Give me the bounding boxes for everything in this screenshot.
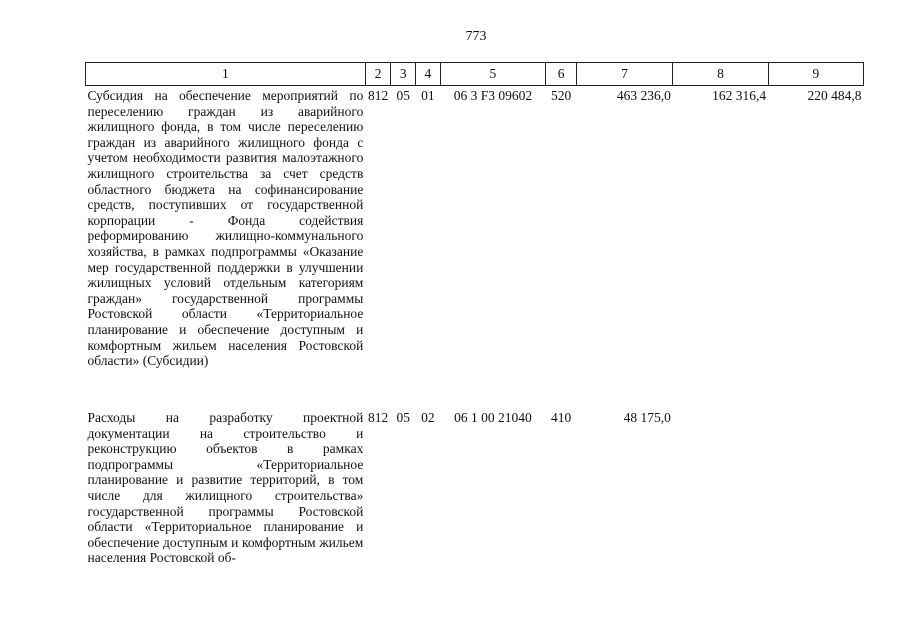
column-header: 3 — [391, 63, 416, 86]
page-number: 773 — [465, 29, 487, 44]
cell-expense-type: 520 — [550, 88, 572, 103]
column-header: 2 — [365, 63, 391, 86]
cell-target-article: 06 1 00 21040 — [454, 410, 532, 425]
column-header: 1 — [86, 63, 366, 86]
cell-expense-type: 410 — [550, 410, 572, 425]
row-description: Субсидия на обеспечение мероприятий по переселению граждан из аварийного жилищного фонда, в том числе переселению граждан из аварийного жилищного фонда с учетом необходимости развития малоэтажного жилищного строительства за счет средств областного бюджета на софинансирование средств, поступивших от государственной корпорации - Фонда содействия реформированию жилищно-коммунального хозяйства, в рамках подпрограммы «Оказание мер государственной поддержки в улучшении жилищных условий отдельным категориям граждан» государственной программы Ростовской области «Территориальное планирование и обеспечение доступным и комфортным жильем населения Ростовской области» (Субсидии) — [87, 88, 364, 369]
cell-target-article: 06 3 F3 09602 — [453, 88, 533, 103]
table-row — [86, 406, 864, 566]
cell-subsection: 02 — [421, 410, 435, 425]
column-header: 7 — [576, 63, 672, 86]
column-header: 9 — [768, 63, 863, 86]
cell-amount-3 — [768, 406, 863, 566]
cell-subsection: 01 — [421, 88, 435, 103]
cell-section: 05 — [396, 410, 410, 425]
column-header: 5 — [440, 63, 546, 86]
cell-section: 05 — [396, 88, 410, 103]
row-description: Расходы на разработку проектной документации на строительство и реконструкцию объектов в рамках подпрограммы «Территориальное планирование и развитие территорий, в том числе для жилищного строительства» государственной программы Ростовской области «Территориальное планирование и обеспечение доступным и комфортным жильем населения Ростовской об- — [87, 410, 364, 566]
cell-amount-2 — [673, 406, 768, 566]
budget-table — [85, 62, 864, 566]
column-header: 4 — [416, 63, 441, 86]
cell-amount-2: 162 316,4 — [712, 88, 767, 103]
cell-ministry-code: 812 — [368, 410, 389, 425]
table-header-row — [86, 63, 864, 86]
cell-amount-3: 220 484,8 — [807, 88, 862, 103]
cell-amount-1: 48 175,0 — [623, 410, 671, 425]
column-header: 8 — [673, 63, 768, 86]
cell-amount-1: 463 236,0 — [616, 88, 671, 103]
table-row — [86, 86, 864, 407]
column-header: 6 — [546, 63, 577, 86]
cell-ministry-code: 812 — [368, 88, 389, 103]
